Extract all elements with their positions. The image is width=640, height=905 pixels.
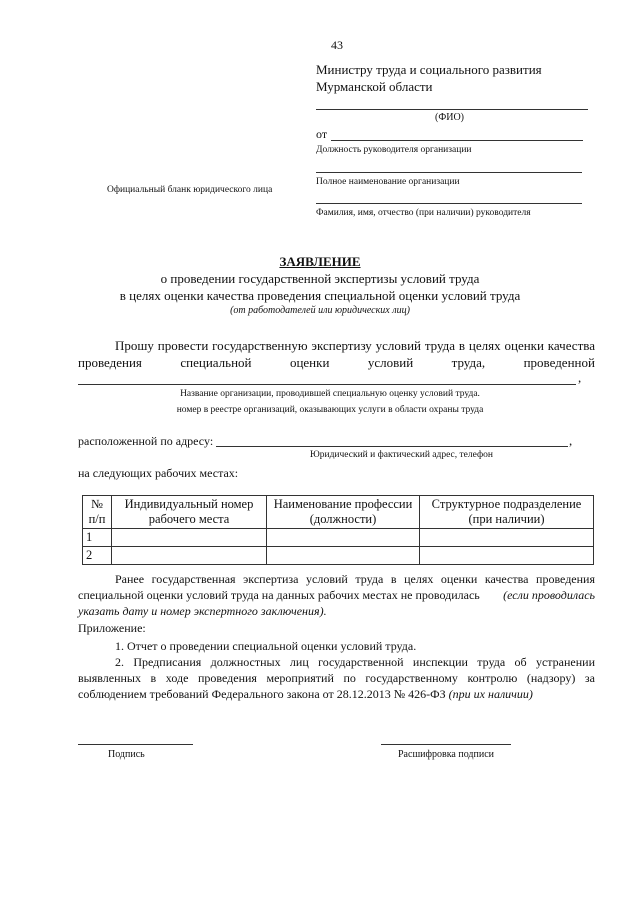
row-2-number: 2	[83, 547, 112, 565]
page-number: 43	[331, 38, 343, 52]
previous-line-2-text: специальной оценки условий труда на данных рабочих местах не проводилась	[78, 588, 480, 602]
attachment-label: Приложение:	[78, 621, 146, 635]
address-caption: Юридический и фактический адрес, телефон	[310, 450, 493, 460]
letterhead-caption: Официальный бланк юридического лица	[107, 185, 273, 195]
previous-line-3: указать дату и номер экспертного заключения).	[78, 604, 327, 618]
header-department-line-1: Структурное подразделение	[431, 497, 582, 511]
signature-line[interactable]	[78, 744, 193, 745]
attachment-item-2-line-1: 2. Предписания должностных лиц государственной инспекции труда об устранении	[115, 655, 595, 669]
from-label: от	[316, 127, 328, 141]
title-line-1: о проведении государственной экспертизы условий труда	[160, 271, 480, 286]
org-name-comma: ,	[578, 370, 582, 385]
org-name-caption-2: номер в реестре организаций, оказывающих услуги в области охраны труда	[176, 405, 484, 415]
word-1: проведения	[78, 355, 142, 370]
org-name-caption-1: Название организации, проводившей специальную оценку условий труда.	[180, 389, 480, 399]
fio-caption: (ФИО)	[435, 112, 465, 123]
header-profession-line-1: Наименование профессии	[273, 497, 413, 511]
header-number	[83, 496, 112, 529]
word-6: проведенной	[523, 355, 595, 370]
previous-line-1: Ранее государственная экспертиза условий труда в целях оценки качества проведения	[115, 572, 595, 586]
table-header-row	[83, 496, 594, 529]
signature-decoding-caption: Расшифровка подписи	[398, 749, 494, 760]
table-row	[83, 547, 594, 565]
fio-line	[316, 109, 588, 110]
row-1-department[interactable]	[420, 529, 594, 547]
header-department-line-2: (при наличии)	[468, 512, 545, 526]
row-1-workplace-id[interactable]	[112, 529, 267, 547]
org-caption: Полное наименование организации	[316, 177, 460, 187]
head-caption: Фамилия, имя, отчество (при наличии) руководителя	[316, 208, 531, 218]
header-workplace-id	[112, 496, 267, 529]
workplaces-table	[82, 495, 594, 565]
address-label: расположенной по адресу:	[78, 434, 214, 448]
address-line	[216, 446, 568, 447]
attachment-item-2-line-3-italic: (при их наличии)	[448, 687, 533, 701]
request-line-1: Прошу провести государственную экспертизу условий труда в целях оценки качества	[115, 338, 595, 353]
title-line-2: в целях оценки качества проведения специальной оценки условий труда	[119, 288, 521, 303]
attachment-item-2-line-3-text: соблюдением требований Федерального закона от 28.12.2013 № 426-ФЗ	[78, 687, 446, 701]
request-line-2	[78, 355, 595, 371]
title-note: (от работодателей или юридических лиц)	[230, 305, 410, 316]
signature-decoding-line[interactable]	[381, 744, 511, 745]
table-row	[83, 529, 594, 547]
header-workplace-id-line-1: Индивидуальный номер	[124, 497, 254, 511]
signature-caption: Подпись	[108, 749, 145, 760]
position-caption: Должность руководителя организации	[316, 145, 472, 155]
workplaces-label: на следующих рабочих местах:	[78, 466, 239, 480]
addressee-line-2: Мурманской области	[316, 79, 433, 94]
attachment-item-2-line-2: выявленных в ходе проведения мероприятий по государственному контролю (надзору) за	[78, 671, 595, 685]
word-5: труда,	[451, 355, 486, 370]
address-comma: ,	[569, 433, 573, 448]
word-4: условий	[367, 355, 414, 370]
row-1-number: 1	[83, 529, 112, 547]
row-2-profession[interactable]	[267, 547, 420, 565]
document-heading: ЗАЯВЛЕНИЕ	[279, 254, 361, 269]
previous-line-2-italic: (если проводилась	[503, 588, 595, 602]
row-1-profession[interactable]	[267, 529, 420, 547]
word-3: оценки	[289, 355, 330, 370]
org-name-line	[78, 384, 576, 385]
row-2-department[interactable]	[420, 547, 594, 565]
org-line	[316, 172, 582, 173]
row-2-workplace-id[interactable]	[112, 547, 267, 565]
previous-line-2	[78, 588, 595, 603]
header-number-line-1: №	[91, 497, 103, 511]
head-line	[316, 203, 582, 204]
header-department	[420, 496, 594, 529]
addressee-line-1: Министру труда и социального развития	[316, 62, 542, 77]
word-2: специальной	[180, 355, 252, 370]
attachment-item-1: 1. Отчет о проведении специальной оценки условий труда.	[115, 639, 417, 653]
header-profession	[267, 496, 420, 529]
header-number-line-2: п/п	[88, 512, 106, 526]
position-line	[331, 140, 583, 141]
attachment-item-2-line-3	[78, 687, 533, 702]
header-workplace-id-line-2: рабочего места	[148, 512, 230, 526]
header-profession-line-2: (должности)	[309, 512, 377, 526]
